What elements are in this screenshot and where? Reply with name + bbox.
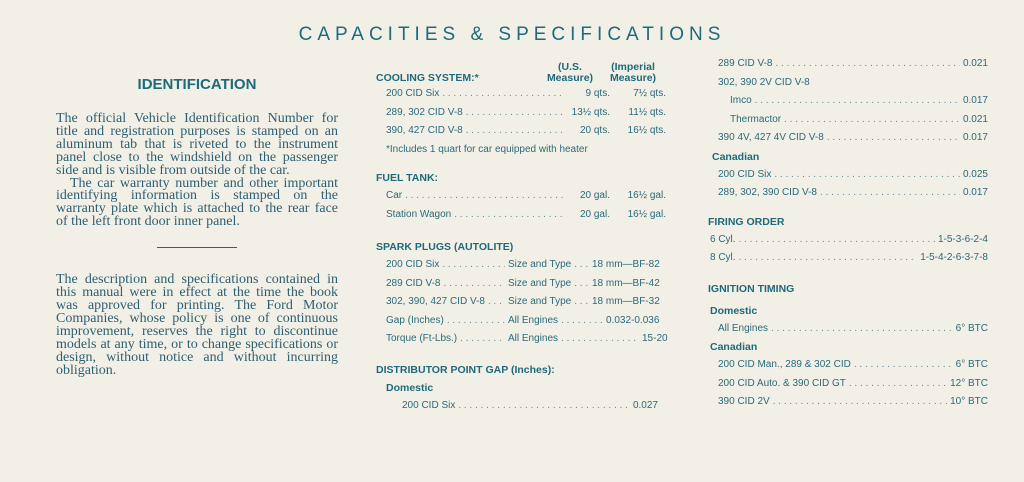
cooling-row <box>376 125 666 144</box>
row-label: 289 CID V-8 <box>386 277 441 289</box>
row-value: 12° BTC <box>950 377 988 389</box>
row-value: 0.017 <box>962 95 988 106</box>
row-value: 0.021 <box>962 58 988 69</box>
imperial-value: 16½ gal. <box>627 190 666 201</box>
identification-paragraph: The official Vehicle Identification Number for title and registration purposes is stamped on an aluminum tab that is riveted to the instrument panel close to the windshield on the passenger side and is visible from outside of the car. <box>56 111 338 178</box>
distributor-row <box>708 132 988 151</box>
row-label: Car <box>386 190 403 201</box>
ignition-canadian-label: Canadian <box>710 341 758 353</box>
row-value: 0.032-0.036 <box>606 314 660 326</box>
row-value: 0.027 <box>632 399 658 411</box>
row-label: 289 CID V-8 <box>718 58 773 69</box>
row-condition: All Engines <box>508 314 559 326</box>
row-value: 0.025 <box>962 168 988 180</box>
us-value: 20 gal. <box>579 190 610 201</box>
page-title: CAPACITIES & SPECIFICATIONS <box>298 24 726 45</box>
row-condition: Size and Type <box>508 259 572 270</box>
distributor-row <box>376 400 658 419</box>
identification-heading: IDENTIFICATION <box>137 76 257 93</box>
row-label: 200 CID Six <box>386 88 440 99</box>
row-label: Gap (Inches) <box>386 314 444 326</box>
row-label: 200 CID Man., 289 & 302 CID <box>718 359 851 370</box>
distributor-domestic-label: Domestic <box>386 381 434 394</box>
distributor-row <box>708 77 988 96</box>
row-condition: All Engines <box>508 333 559 344</box>
spark-row <box>376 315 670 334</box>
spark-row <box>376 278 670 297</box>
distributor-row <box>708 169 988 188</box>
spark-row <box>376 333 670 352</box>
imperial-value: 11½ qts. <box>628 106 666 118</box>
row-label: 200 CID Auto. & 390 CID GT <box>718 377 846 389</box>
row-value: 1-5-3-6-2-4 <box>937 233 988 245</box>
us-measure-header: (U.S. Measure) <box>546 61 594 84</box>
cooling-note: *Includes 1 quart for car equipped with heater <box>386 143 588 155</box>
imperial-value: 16½ gal. <box>627 208 666 220</box>
row-value: 1-5-4-2-6-3-7-8 <box>920 252 988 263</box>
row-label: Imco <box>730 95 752 106</box>
specs-column-middle <box>376 58 666 418</box>
fuel-heading: FUEL TANK: <box>376 172 439 184</box>
fuel-row <box>376 209 666 228</box>
us-value: 20 gal. <box>579 208 610 220</box>
row-label: 6 Cyl. <box>710 233 736 245</box>
distributor-row <box>708 114 988 133</box>
row-condition: Size and Type <box>508 277 572 289</box>
row-value: 0.017 <box>962 132 988 143</box>
ignition-timing-heading: IGNITION TIMING <box>708 282 795 295</box>
distributor-row <box>708 187 988 206</box>
spark-heading: SPARK PLUGS (AUTOLITE) <box>376 241 514 253</box>
row-value: 18 mm—BF-82 <box>592 259 660 270</box>
row-label: 200 CID Six <box>718 168 772 180</box>
distributor-row <box>708 58 988 77</box>
row-label: 200 CID Six <box>402 399 456 411</box>
ignition-domestic-label: Domestic <box>710 304 758 317</box>
row-label: Torque (Ft-Lbs.) <box>386 333 458 344</box>
spark-row <box>376 259 670 278</box>
row-label: 200 CID Six <box>386 259 440 270</box>
imperial-measure-header: (Imperial Measure) <box>609 61 657 84</box>
row-label: 289, 302, 390 CID V-8 <box>718 187 817 198</box>
disclaimer-paragraph: The description and specifications contained in this manual were in effect at the time the book was approved for printing. The Ford Motor Companies, whose policy is one of continuous improvement, reserves the right to discontinue models at any time, or to change specifications or design, without notice and without incurring obligation. <box>56 272 338 378</box>
row-value: 6° BTC <box>955 322 988 334</box>
row-label: 390 CID 2V <box>718 396 770 407</box>
row-value: 15-20 <box>642 333 668 344</box>
row-value: 0.021 <box>962 113 988 125</box>
firing-row <box>708 252 988 271</box>
row-value: 10° BTC <box>950 396 988 407</box>
row-label: 302, 390 2V CID V-8 <box>718 76 810 88</box>
row-value: 18 mm—BF-42 <box>592 277 660 289</box>
divider <box>157 247 237 248</box>
distributor-heading: DISTRIBUTOR POINT GAP (Inches): <box>376 363 555 376</box>
cooling-row <box>376 107 666 126</box>
ignition-row <box>708 359 988 378</box>
row-condition: Size and Type <box>508 296 572 307</box>
us-value: 9 qts. <box>585 88 610 99</box>
row-label: 8 Cyl. <box>710 252 736 263</box>
cooling-heading: COOLING SYSTEM:* <box>376 72 479 84</box>
firing-order-heading: FIRING ORDER <box>708 215 785 228</box>
spark-row <box>376 296 670 315</box>
ignition-row <box>708 378 988 397</box>
distributor-canadian-label: Canadian <box>712 150 760 163</box>
row-label: 390 4V, 427 4V CID V-8 <box>718 132 824 143</box>
row-label: Thermactor <box>730 113 782 125</box>
ignition-row <box>708 323 988 342</box>
imperial-value: 7½ qts. <box>633 88 666 99</box>
row-label: Station Wagon <box>386 208 452 220</box>
cooling-row <box>376 88 666 107</box>
firing-row <box>708 234 988 253</box>
imperial-value: 16½ qts. <box>627 125 666 136</box>
fuel-row <box>376 190 666 209</box>
row-label: 289, 302 CID V-8 <box>386 106 463 118</box>
row-value: 0.017 <box>962 187 988 198</box>
row-value: 18 mm—BF-32 <box>592 296 660 307</box>
row-label: 302, 390, 427 CID V-8 <box>386 296 485 307</box>
us-value: 20 qts. <box>579 125 610 136</box>
row-label: All Engines <box>718 322 769 334</box>
specs-column-right <box>708 58 988 415</box>
row-label: 390, 427 CID V-8 <box>386 125 463 136</box>
warranty-paragraph: The car warranty number and other important identifying information is stamped on the warranty plate which is attached to the rear face of the left front door inner panel. <box>56 175 338 230</box>
identification-section <box>56 76 338 377</box>
row-value: 6° BTC <box>955 359 988 370</box>
us-value: 13½ qts. <box>571 106 610 118</box>
distributor-row <box>708 95 988 114</box>
ignition-row <box>708 396 988 415</box>
